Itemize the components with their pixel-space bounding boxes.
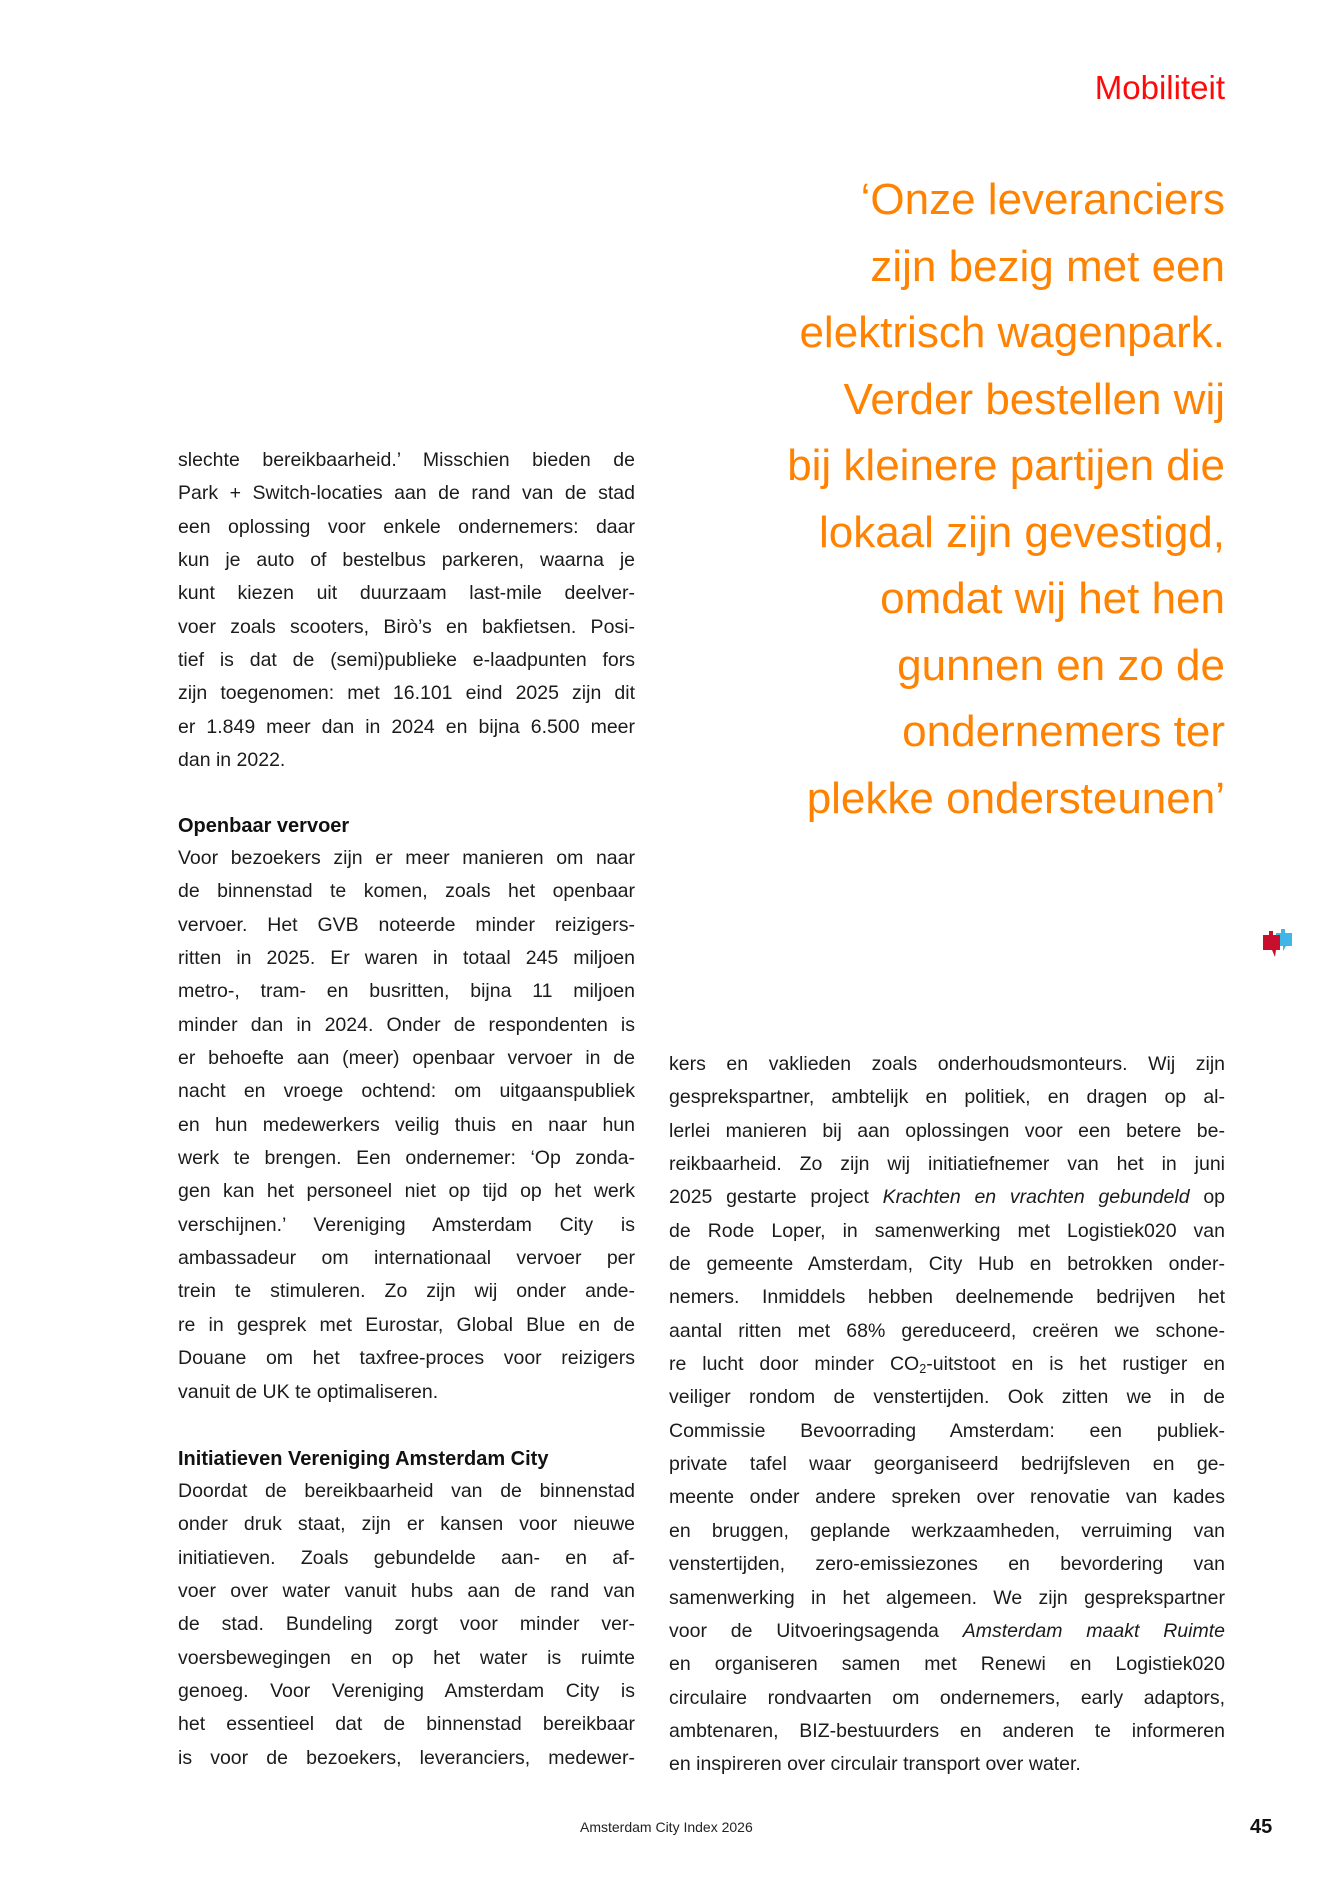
text-line: kun je auto of bestelbus parkeren, waarna je bbox=[178, 549, 635, 572]
text-line: kunt kiezen uit duurzaam last-mile deelver- bbox=[178, 582, 635, 605]
text-line bbox=[669, 1481, 1225, 1514]
text-line bbox=[669, 1081, 1225, 1114]
text-line: metro-, tram- en busritten, bijna 11 miljoen bbox=[178, 980, 635, 1003]
text-line bbox=[669, 1648, 1225, 1681]
italic-title: Krachten en vrachten gebundeld bbox=[882, 1186, 1190, 1209]
text-line: trein te stimuleren. Zo zijn wij onder ande- bbox=[178, 1280, 635, 1303]
text-line: Park + Switch-locaties aan de rand van de stad bbox=[178, 482, 635, 505]
text-line bbox=[669, 1715, 1225, 1748]
pull-quote-line: omdat wij het hen bbox=[880, 574, 1225, 623]
text-segment: gesprekspartner, ambtelijk en politiek, en dragen op al- bbox=[669, 1086, 1225, 1109]
text-segment: kers en vaklieden zoals onderhoudsmonteurs. Wij zijn bbox=[669, 1053, 1225, 1075]
text-segment: re lucht door minder CO bbox=[669, 1353, 920, 1376]
text-segment: reikbaarheid. Zo zijn wij initiatiefnemer van het in juni bbox=[669, 1153, 1225, 1176]
text-line: er behoefte aan (meer) openbaar vervoer in de bbox=[178, 1047, 635, 1070]
text-line: zijn toegenomen: met 16.101 eind 2025 zijn dit bbox=[178, 682, 635, 705]
text-line: verschijnen.’ Vereniging Amsterdam City is bbox=[178, 1213, 635, 1236]
text-segment: de Rode Loper, in samenwerking met Logistiek020 van bbox=[669, 1219, 1225, 1242]
text-line: minder dan in 2024. Onder de respondenten is bbox=[178, 1013, 635, 1036]
pull-quote-line: lokaal zijn gevestigd, bbox=[818, 507, 1225, 557]
text-line: gen kan het personeel niet op tijd op het werk bbox=[178, 1180, 635, 1203]
text-line: werk te brengen. Een ondernemer: ‘Op zonda- bbox=[178, 1147, 635, 1170]
pull-quote-line: ondernemers ter bbox=[902, 707, 1225, 756]
text-line bbox=[669, 1381, 1225, 1414]
text-line: dan in 2022. bbox=[178, 749, 286, 772]
text-segment: ambtenaren, BIZ-bestuurders en anderen te informeren bbox=[669, 1719, 1225, 1742]
text-line: is voor de bezoekers, leveranciers, medewer- bbox=[178, 1746, 635, 1769]
text-line: er 1.849 meer dan in 2024 en bijna 6.500 meer bbox=[178, 715, 635, 738]
text-line: initiatieven. Zoals gebundelde aan- en af- bbox=[178, 1546, 635, 1569]
text-segment: en bruggen, geplande werkzaamheden, verruiming van bbox=[669, 1519, 1225, 1542]
text-line: het essentieel dat de binnenstad bereikbaar bbox=[178, 1713, 635, 1736]
body-paragraph bbox=[178, 1475, 635, 1775]
text-segment: aantal ritten met 68% gereduceerd, creëren we schone- bbox=[669, 1319, 1225, 1342]
footer-publication-title: Amsterdam City Index 2026 bbox=[580, 1819, 753, 1835]
section-title: Mobiliteit bbox=[1094, 69, 1225, 106]
text-segment: op bbox=[1189, 1186, 1226, 1209]
text-segment: private tafel waar georganiseerd bedrijfsleven en ge- bbox=[669, 1453, 1225, 1476]
text-line bbox=[669, 1115, 1225, 1148]
pull-quote bbox=[585, 167, 1225, 832]
text-line bbox=[669, 1181, 1225, 1214]
text-line: nacht en vroege ochtend: om uitgaanspubliek bbox=[178, 1080, 635, 1103]
text-line: een oplossing voor enkele ondernemers: daar bbox=[178, 515, 635, 538]
text-line bbox=[669, 1515, 1225, 1548]
text-segment: samenwerking in het algemeen. We zijn gesprekspartner bbox=[669, 1586, 1225, 1609]
pull-quote-line: ‘Onze leveranciers bbox=[860, 175, 1225, 224]
text-line: vervoer. Het GVB noteerde minder reizigers- bbox=[178, 913, 635, 936]
text-line bbox=[669, 1148, 1225, 1181]
text-line: onder druk staat, zijn er kansen voor nieuwe bbox=[178, 1513, 635, 1536]
speech-bubbles-logo-icon bbox=[1262, 928, 1296, 958]
text-line bbox=[669, 1748, 1225, 1781]
pull-quote-line: gunnen en zo de bbox=[897, 640, 1225, 690]
text-segment: lerlei manieren bij aan oplossingen voor een betere be- bbox=[669, 1119, 1225, 1142]
body-paragraph bbox=[178, 444, 635, 777]
text-line: voer zoals scooters, Birò’s en bakfietsen. Posi- bbox=[178, 615, 635, 638]
text-segment: en organiseren samen met Renewi en Logistiek020 bbox=[669, 1653, 1225, 1676]
text-line bbox=[669, 1615, 1225, 1648]
text-line: Douane om het taxfree-proces voor reizigers bbox=[178, 1347, 635, 1370]
text-line: slechte bereikbaarheid.’ Misschien bieden de bbox=[178, 449, 635, 471]
text-line: ambassadeur om internationaal vervoer per bbox=[178, 1247, 635, 1270]
text-line: vanuit de UK te optimaliseren. bbox=[178, 1380, 439, 1403]
text-segment: meente onder andere spreken over renovatie van kades bbox=[669, 1486, 1225, 1509]
text-line: re in gesprek met Eurostar, Global Blue en de bbox=[178, 1313, 635, 1336]
text-segment: veiliger rondom de venstertijden. Ook zitten we in de bbox=[669, 1386, 1225, 1409]
text-segment: Commissie Bevoorrading Amsterdam: een publiek- bbox=[669, 1419, 1225, 1442]
text-line: de stad. Bundeling zorgt voor minder ver- bbox=[178, 1613, 635, 1636]
text-segment: de gemeente Amsterdam, City Hub en betrokken onder- bbox=[669, 1253, 1225, 1276]
text-line: voersbewegingen en op het water is ruimte bbox=[178, 1646, 635, 1669]
text-line: genoeg. Voor Vereniging Amsterdam City is bbox=[178, 1680, 635, 1703]
text-line bbox=[669, 1281, 1225, 1314]
text-segment: nemers. Inmiddels hebben deelnemende bedrijven het bbox=[669, 1286, 1225, 1309]
pull-quote-line: Verder bestellen wij bbox=[843, 374, 1225, 424]
pull-quote-line: bij kleinere partijen die bbox=[787, 441, 1225, 490]
text-line bbox=[669, 1315, 1225, 1348]
text-segment: voor de Uitvoeringsagenda bbox=[669, 1619, 963, 1642]
section-heading-openbaar-vervoer: Openbaar vervoer bbox=[178, 815, 350, 837]
text-segment: -uitstoot en is het rustiger en bbox=[926, 1353, 1225, 1376]
text-line bbox=[669, 1348, 1225, 1381]
text-line bbox=[669, 1215, 1225, 1248]
text-line: Voor bezoekers zijn er meer manieren om naar bbox=[178, 847, 635, 869]
pull-quote-line: elektrisch wagenpark. bbox=[799, 308, 1225, 357]
body-paragraph bbox=[178, 842, 635, 1409]
text-line: tief is dat de (semi)publieke e-laadpunten fors bbox=[178, 649, 635, 672]
text-line bbox=[669, 1582, 1225, 1615]
body-paragraph bbox=[669, 1048, 1225, 1782]
page-number: 45 bbox=[1250, 1816, 1273, 1838]
italic-title: Amsterdam maakt Ruimte bbox=[962, 1619, 1225, 1642]
text-line bbox=[669, 1248, 1225, 1281]
text-line bbox=[669, 1682, 1225, 1715]
text-line bbox=[669, 1415, 1225, 1448]
text-line: voer over water vanuit hubs aan de rand van bbox=[178, 1580, 635, 1603]
pull-quote-line: zijn bezig met een bbox=[870, 241, 1225, 291]
text-line: de binnenstad te komen, zoals het openbaar bbox=[178, 880, 635, 903]
text-line bbox=[669, 1548, 1225, 1581]
text-line: en hun medewerkers veilig thuis en naar hun bbox=[178, 1113, 635, 1136]
text-line bbox=[669, 1448, 1225, 1481]
subscript: 2 bbox=[919, 1362, 927, 1377]
pull-quote-line: plekke ondersteunen’ bbox=[806, 773, 1225, 823]
section-heading-initiatieven: Initiatieven Vereniging Amsterdam City bbox=[178, 1448, 549, 1470]
text-line bbox=[669, 1048, 1225, 1081]
text-line: Doordat de bereikbaarheid van de binnenstad bbox=[178, 1480, 635, 1502]
text-segment: en inspireren over circulair transport over water. bbox=[669, 1753, 1081, 1776]
text-line: ritten in 2025. Er waren in totaal 245 miljoen bbox=[178, 947, 635, 970]
text-segment: circulaire rondvaarten om ondernemers, early adaptors, bbox=[669, 1686, 1225, 1709]
text-segment: venstertijden, zero-emissiezones en bevordering van bbox=[669, 1553, 1225, 1576]
text-segment: 2025 gestarte project bbox=[669, 1186, 883, 1209]
